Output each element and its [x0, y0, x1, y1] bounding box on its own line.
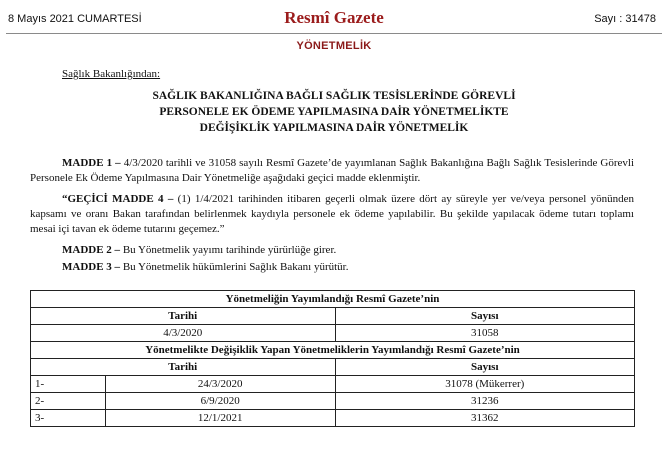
column-header-issue: Sayısı	[335, 308, 635, 325]
article-2-text: Bu Yönetmelik yayımı tarihinde yürürlüğe girer.	[120, 244, 337, 256]
gazette-header	[0, 0, 668, 34]
column-header-date: Tarihi	[31, 359, 336, 376]
table-row	[31, 359, 635, 376]
amendment-issue: 31362	[335, 410, 635, 427]
row-number: 1-	[31, 376, 106, 393]
row-number: 3-	[31, 410, 106, 427]
provisional-article-text: (1) 1/4/2021 tarihinden itibaren geçerli olmak üzere dört ay süreyle yer ve/veya personel yönünden kapsamı ve oranı Bakan tarafından belirlenmek kaydıyla personele ek ödeme yapılabilir. Bu şekilde yapılacak ödeme tutarı toplamı mesai içi tavan ek ödeme tutarını geçemez.”	[30, 193, 634, 235]
amendment-issue: 31236	[335, 393, 635, 410]
title-line: DEĞİŞİKLİK YAPILMASINA DAİR YÖNETMELİK	[199, 122, 469, 134]
document-type: YÖNETMELİK	[296, 40, 372, 52]
article-2	[30, 243, 634, 258]
article-3	[30, 260, 634, 275]
original-issue: 31058	[335, 325, 635, 342]
article-2-label: MADDE 2 –	[62, 244, 121, 256]
provisional-article-4	[30, 192, 634, 237]
table-row	[31, 325, 635, 342]
amendment-issue: 31078 (Mükerrer)	[335, 376, 635, 393]
gazette-name: Resmî Gazete	[284, 8, 384, 27]
article-3-text: Bu Yönetmelik hükümlerini Sağlık Bakanı yürütür.	[120, 261, 349, 273]
section-heading: Yönetmeliğin Yayımlandığı Resmî Gazete’nin	[31, 291, 635, 308]
section-heading: Yönetmelikte Değişiklik Yapan Yönetmeliklerin Yayımlandığı Resmî Gazete’nin	[31, 342, 635, 359]
table-row	[31, 376, 635, 393]
table-row	[31, 342, 635, 359]
publication-date: 8 Mayıs 2021 CUMARTESİ	[8, 13, 142, 25]
article-1-text: 4/3/2020 tarihli ve 31058 sayılı Resmî Gazete’de yayımlanan Sağlık Bakanlığına Bağlı Sağlık Tesislerinde Görevli Personele Ek Ödeme Yapılmasına Dair Yönetmeliğe aşağıdaki geçici madde eklenmiştir.	[30, 157, 634, 184]
article-1-label: MADDE 1 –	[62, 157, 121, 169]
amendment-date: 24/3/2020	[105, 376, 335, 393]
amendment-date: 6/9/2020	[105, 393, 335, 410]
table-row	[31, 410, 635, 427]
column-header-date: Tarihi	[31, 308, 336, 325]
table-row	[31, 291, 635, 308]
provisional-article-label: “GEÇİCİ MADDE 4 –	[62, 193, 174, 205]
amendment-date: 12/1/2021	[105, 410, 335, 427]
article-1	[30, 156, 634, 186]
column-header-issue: Sayısı	[335, 359, 635, 376]
article-3-label: MADDE 3 –	[62, 261, 121, 273]
original-date: 4/3/2020	[31, 325, 336, 342]
issuing-ministry: Sağlık Bakanlığından:	[62, 68, 161, 80]
title-line: SAĞLIK BAKANLIĞINA BAĞLI SAĞLIK TESİSLERİNDE GÖREVLİ	[152, 90, 516, 102]
row-number: 2-	[31, 393, 106, 410]
table-row	[31, 393, 635, 410]
header-divider	[6, 33, 662, 34]
publication-history-table	[30, 290, 635, 427]
title-line: PERSONELE EK ÖDEME YAPILMASINA DAİR YÖNETMELİKTE	[159, 106, 509, 118]
table-row	[31, 308, 635, 325]
regulation-title	[0, 88, 668, 136]
issue-number: Sayı : 31478	[594, 13, 656, 25]
